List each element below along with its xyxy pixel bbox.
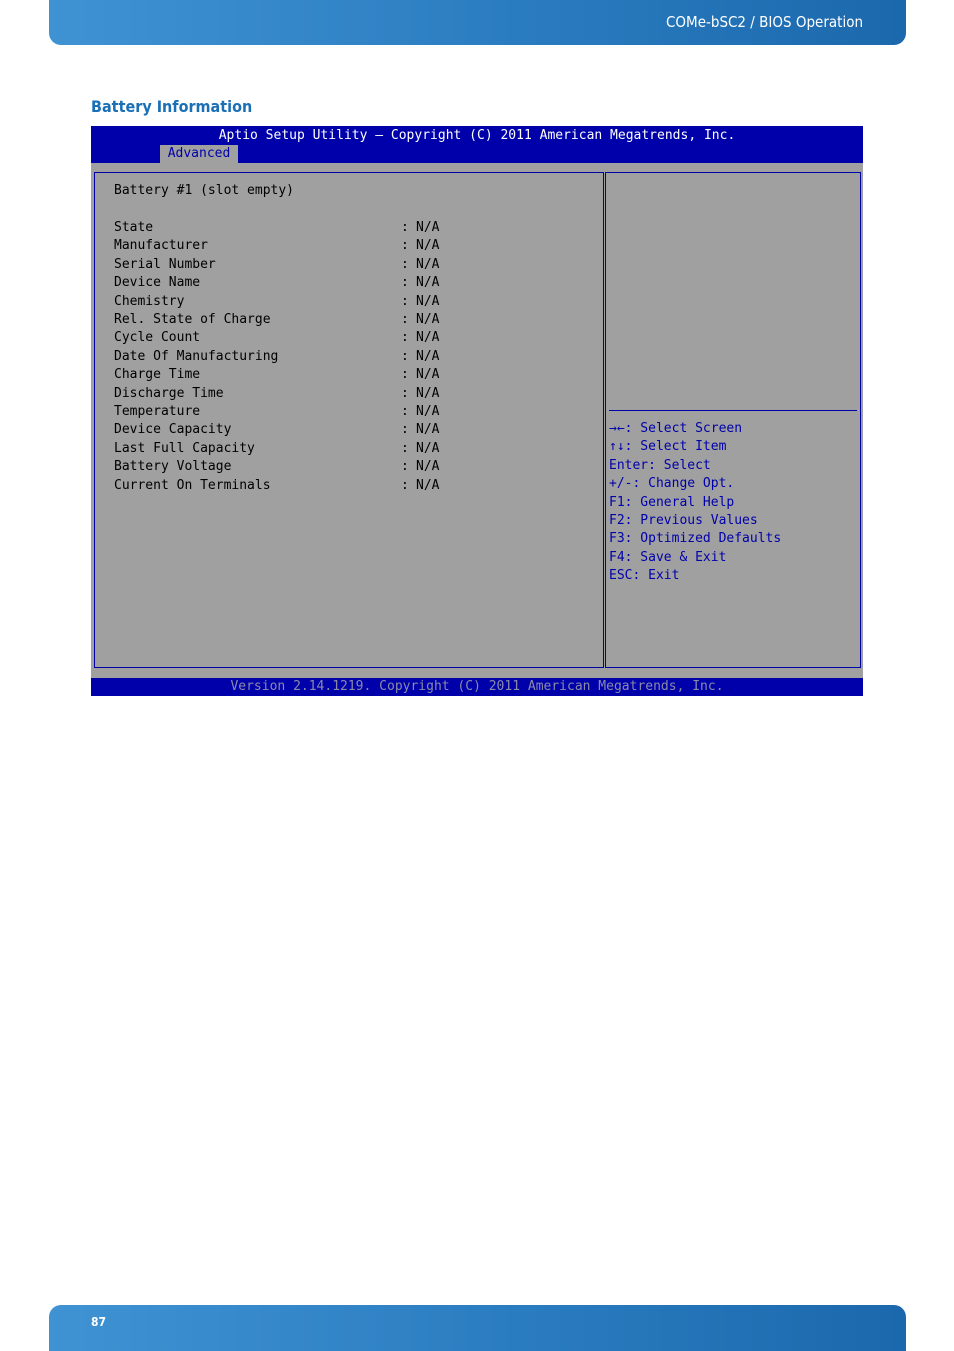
help-line — [609, 550, 726, 565]
bios-screenshot — [91, 126, 863, 696]
help-text: Exit — [640, 568, 680, 584]
row-value: N/A — [416, 404, 440, 419]
help-line — [609, 495, 734, 510]
row-value: N/A — [416, 293, 440, 309]
help-panel — [605, 172, 861, 668]
row-value: N/A — [416, 367, 440, 383]
row-label: Charge Time — [114, 367, 201, 383]
bios-footer-bar — [91, 678, 863, 696]
help-line — [609, 531, 781, 546]
row-value: N/A — [416, 220, 440, 235]
row-separator: : — [401, 440, 409, 456]
help-text: Select Item — [632, 439, 727, 455]
row-value: N/A — [416, 256, 440, 272]
help-key: Enter: — [609, 457, 656, 473]
row-label: Serial Number — [114, 256, 216, 272]
battery-heading: Battery #1 (slot empty) — [114, 183, 295, 198]
row-value: N/A — [416, 422, 440, 438]
battery-info-panel — [94, 172, 604, 668]
row-label: Rel. State of Charge — [114, 312, 271, 327]
help-text: Previous Values — [632, 513, 758, 528]
help-key: F2: — [609, 513, 633, 528]
help-text: General Help — [632, 494, 735, 510]
help-text: Change Opt. — [640, 476, 735, 492]
help-key: +/-: — [609, 476, 641, 492]
help-text: Select — [655, 457, 711, 473]
row-label: Device Capacity — [114, 422, 232, 438]
help-line — [609, 476, 734, 491]
row-value: N/A — [416, 330, 440, 346]
help-key: →←: — [609, 421, 633, 436]
row-label: State — [114, 220, 154, 235]
row-value: N/A — [416, 477, 440, 493]
help-line — [609, 513, 758, 528]
row-label: Date Of Manufacturing — [114, 348, 279, 364]
help-key: F4: — [609, 549, 633, 565]
help-text: Select Screen — [632, 421, 743, 436]
row-value: N/A — [416, 275, 440, 291]
row-separator: : — [401, 348, 409, 364]
row-value: N/A — [416, 312, 440, 327]
row-separator: : — [401, 220, 409, 235]
row-label: Current On Terminals — [114, 477, 271, 493]
help-text: Optimized Defaults — [632, 531, 782, 547]
help-key: F3: — [609, 531, 633, 547]
row-label: Temperature — [114, 404, 201, 419]
row-separator: : — [401, 459, 409, 475]
row-label: Last Full Capacity — [114, 440, 255, 456]
header-title: COMe-bSC2 / BIOS Operation — [666, 13, 863, 31]
page-header-bar — [49, 0, 906, 45]
row-label: Device Name — [114, 275, 201, 291]
row-label: Manufacturer — [114, 238, 208, 254]
row-separator: : — [401, 330, 409, 346]
row-separator: : — [401, 293, 409, 309]
row-label: Battery Voltage — [114, 459, 232, 475]
help-line — [609, 421, 742, 436]
row-separator: : — [401, 385, 409, 401]
help-line — [609, 439, 726, 454]
bios-title-bar — [91, 126, 863, 163]
row-separator: : — [401, 477, 409, 493]
page-number: 87 — [91, 1315, 107, 1329]
help-divider — [609, 410, 857, 411]
row-separator: : — [401, 367, 409, 383]
row-separator: : — [401, 275, 409, 291]
row-label: Cycle Count — [114, 330, 201, 346]
row-value: N/A — [416, 459, 440, 475]
row-separator: : — [401, 256, 409, 272]
bios-title: Aptio Setup Utility – Copyright (C) 2011 American Megatrends, Inc. — [218, 128, 736, 143]
bios-footer-text: Version 2.14.1219. Copyright (C) 2011 American Megatrends, Inc. — [230, 679, 724, 694]
tab-advanced[interactable]: Advanced — [160, 145, 238, 163]
row-separator: : — [401, 404, 409, 419]
help-key: F1: — [609, 494, 633, 510]
help-text: Save & Exit — [632, 549, 727, 565]
help-key: ESC: — [609, 568, 641, 584]
row-value: N/A — [416, 348, 440, 364]
row-value: N/A — [416, 440, 440, 456]
row-separator: : — [401, 312, 409, 327]
help-line — [609, 568, 679, 583]
row-value: N/A — [416, 238, 440, 254]
help-key: ↑↓: — [609, 439, 633, 455]
page-footer-bar — [49, 1305, 906, 1351]
row-label: Discharge Time — [114, 385, 224, 401]
row-separator: : — [401, 422, 409, 438]
row-label: Chemistry — [114, 293, 185, 309]
row-separator: : — [401, 238, 409, 254]
row-value: N/A — [416, 385, 440, 401]
section-heading: Battery Information — [91, 97, 253, 116]
help-line — [609, 458, 711, 473]
